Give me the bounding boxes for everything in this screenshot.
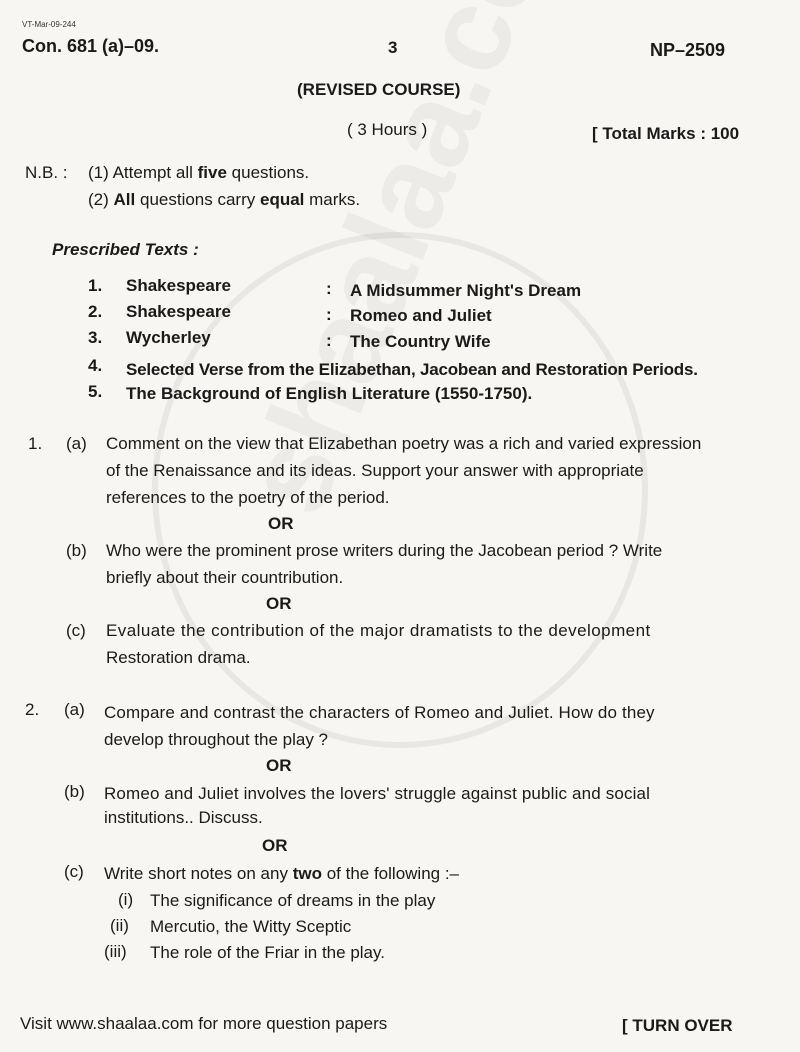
prescribed-num-4: 4.	[88, 356, 103, 375]
nb-2-bold1: All	[113, 190, 136, 209]
q1b-line-1: Who were the prominent prose writers during the Jacobean period ? Write	[106, 541, 663, 560]
nb-line-2	[88, 190, 360, 210]
duration: ( 3 Hours )	[347, 120, 428, 139]
prescribed-heading: Prescribed Texts :	[52, 240, 199, 259]
q2c-sub-text-3: The role of the Friar in the play.	[150, 943, 385, 962]
nb-2-mid: questions carry	[139, 190, 256, 209]
q2c-post: of the following :–	[326, 864, 460, 883]
prescribed-author-3: Wycherley	[126, 328, 211, 347]
q1a-line-2: of the Renaissance and its ideas. Support your answer with appropriate	[106, 461, 644, 480]
footer-visit-link[interactable]: Visit www.shaalaa.com for more question papers	[20, 1014, 388, 1033]
nb-2-post: marks.	[309, 190, 361, 209]
prescribed-num-3: 3.	[88, 328, 103, 347]
prescribed-author-1: Shakespeare	[126, 276, 231, 295]
q2-or-2: OR	[262, 836, 288, 855]
q2c-line	[104, 864, 459, 884]
q1-or-1: OR	[268, 514, 294, 533]
prescribed-text-4: Selected Verse from the Elizabethan, Jacobean and Restoration Periods.	[126, 360, 698, 379]
q1-number: 1.	[28, 434, 43, 453]
course-title: (REVISED COURSE)	[297, 80, 461, 99]
q1a-line-1: Comment on the view that Elizabethan poetry was a rich and varied expression	[106, 434, 702, 453]
prescribed-text-5: The Background of English Literature (1550-1750).	[126, 384, 533, 403]
q2b-line-1: Romeo and Juliet involves the lovers' struggle against public and social	[104, 784, 651, 803]
q1a-label: (a)	[66, 434, 87, 453]
prescribed-num-1: 1.	[88, 276, 103, 295]
q1c-line-2: Restoration drama.	[106, 648, 251, 667]
nb-1-num: (1)	[88, 163, 109, 182]
q2c-sub-text-2: Mercutio, the Witty Sceptic	[150, 917, 352, 936]
header-stamp: VT-Mar-09-244	[22, 20, 76, 29]
prescribed-title-1: A Midsummer Night's Dream	[350, 281, 582, 300]
nb-1-bold: five	[197, 163, 227, 182]
nb-label: N.B. :	[25, 163, 68, 182]
q2c-sub-num-1: (i)	[118, 890, 134, 909]
paper-code-right: NP–2509	[650, 40, 726, 60]
q1c-label: (c)	[66, 621, 86, 640]
q1b-line-2: briefly about their countribution.	[106, 568, 344, 587]
q2a-line-2: develop throughout the play ?	[104, 730, 329, 749]
q2b-line-2: institutions.. Discuss.	[104, 808, 263, 827]
paper-code-left: Con. 681 (a)–09.	[22, 36, 160, 56]
q2-number: 2.	[25, 700, 40, 719]
q2c-bold: two	[292, 864, 322, 883]
turn-over: [ TURN OVER	[622, 1016, 733, 1035]
prescribed-author-2: Shakespeare	[126, 302, 231, 321]
nb-1-post: questions.	[231, 163, 310, 182]
q2c-pre: Write short notes on any	[104, 864, 288, 883]
nb-1-pre: Attempt all	[112, 163, 193, 182]
prescribed-sep-2: :	[326, 305, 332, 324]
q2-or-1: OR	[266, 756, 292, 775]
nb-2-bold2: equal	[260, 190, 305, 209]
prescribed-num-5: 5.	[88, 382, 103, 401]
q1b-label: (b)	[66, 541, 87, 560]
q1-or-2: OR	[266, 594, 292, 613]
q2c-sub-num-2: (ii)	[110, 916, 129, 935]
nb-2-num: (2)	[88, 190, 109, 209]
prescribed-title-3: The Country Wife	[350, 332, 491, 351]
nb-line-1	[88, 163, 309, 183]
q2a-label: (a)	[64, 700, 85, 719]
q1c-line-1: Evaluate the contribution of the major dramatists to the development	[106, 621, 651, 640]
total-marks: [ Total Marks : 100	[592, 124, 740, 143]
q2b-label: (b)	[64, 782, 85, 801]
prescribed-title-2: Romeo and Juliet	[350, 306, 492, 325]
q2c-label: (c)	[64, 862, 84, 881]
q2c-sub-num-3: (iii)	[104, 942, 127, 961]
prescribed-sep-3: :	[326, 331, 332, 350]
page-number: 3	[388, 38, 398, 57]
prescribed-sep-1: :	[326, 279, 332, 298]
q2c-sub-text-1: The significance of dreams in the play	[150, 891, 436, 910]
q2a-line-1: Compare and contrast the characters of Romeo and Juliet. How do they	[104, 703, 655, 722]
prescribed-num-2: 2.	[88, 302, 103, 321]
q1a-line-3: references to the poetry of the period.	[106, 488, 390, 507]
